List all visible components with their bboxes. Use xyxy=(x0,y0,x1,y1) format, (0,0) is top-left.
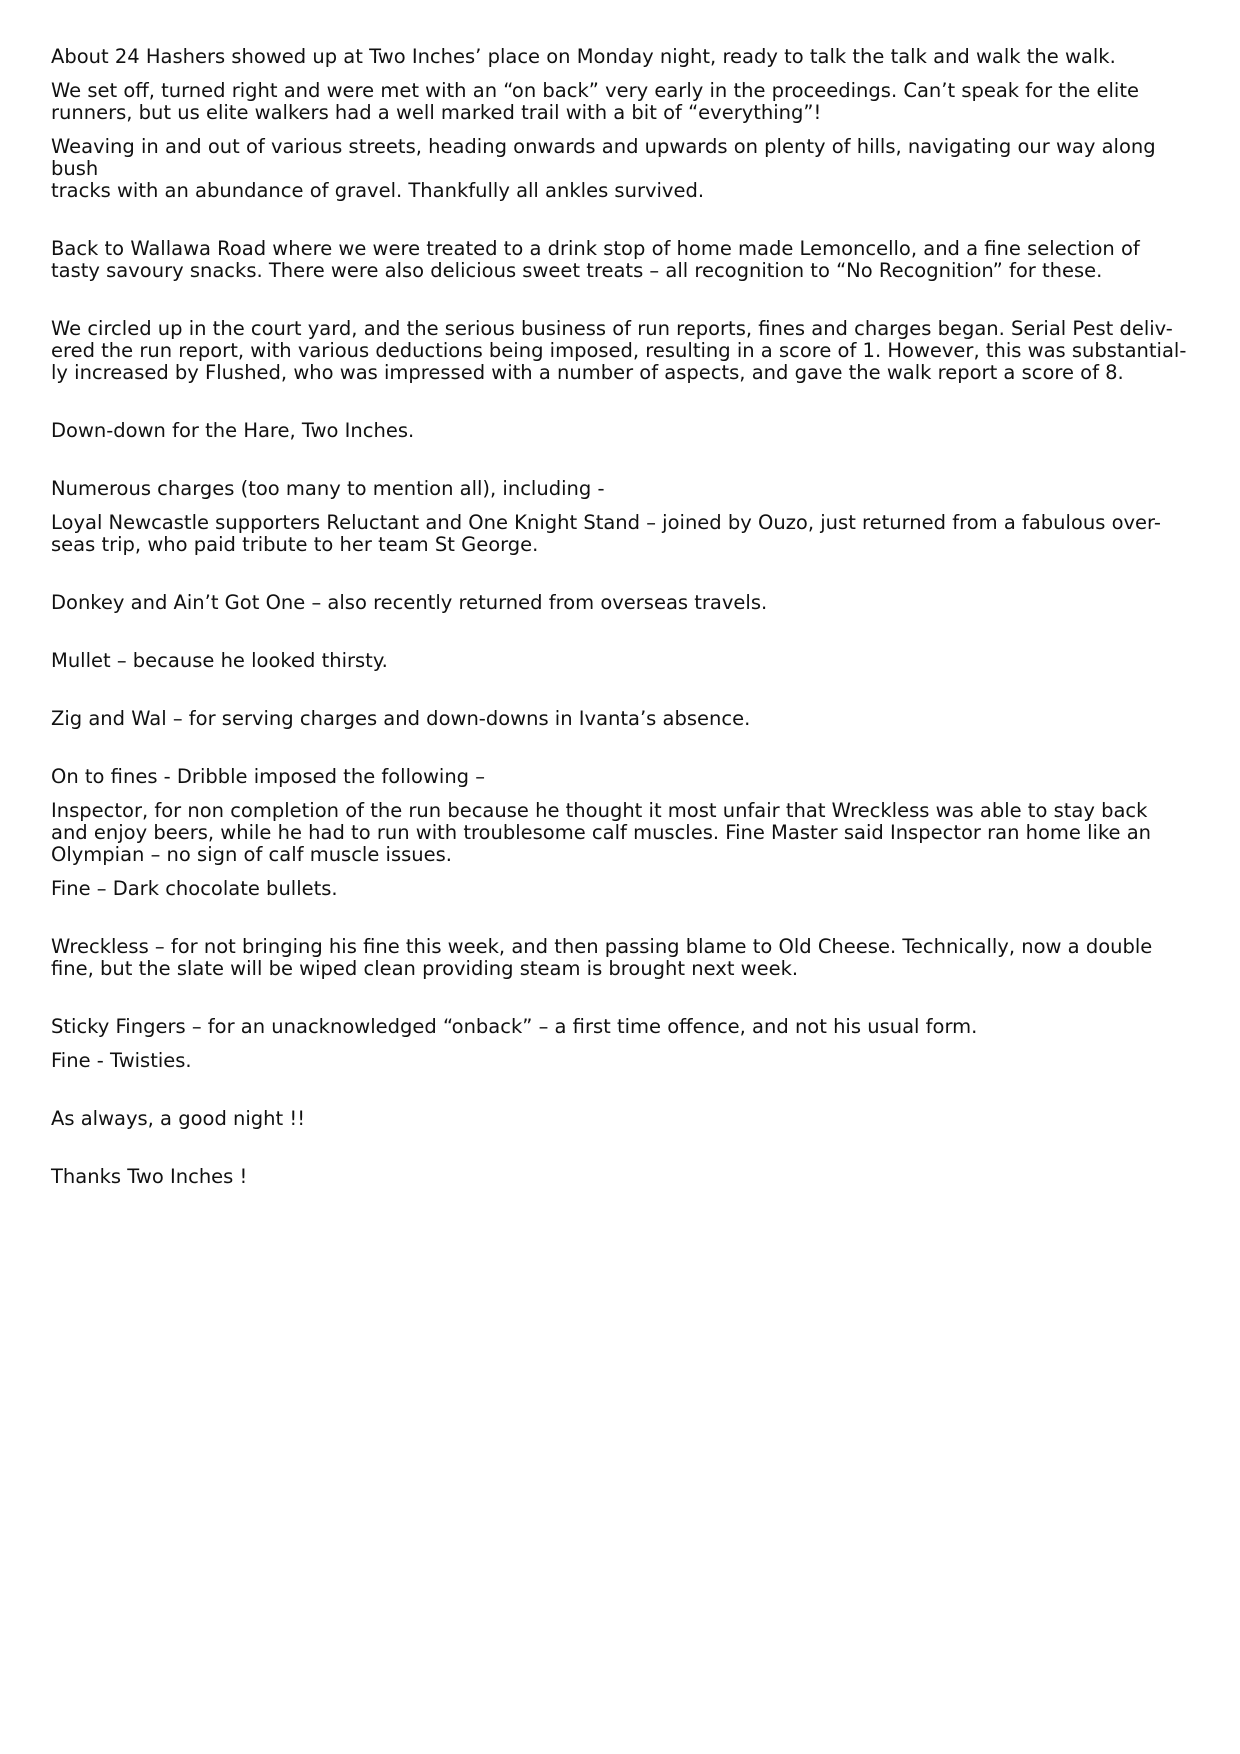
paragraph-drink-stop: Back to Wallawa Road where we were treated to a drink stop of home made Lemoncello, and a fine selection of tasty savoury snacks. There were also delicious sweet treats – all recognition to “No Recognition” for these. xyxy=(51,237,1140,282)
paragraph-charges-intro: Numerous charges (too many to mention all), including - xyxy=(51,477,605,500)
paragraph-charge-mullet: Mullet – because he looked thirsty. xyxy=(51,649,388,672)
paragraph-trail: Weaving in and out of various streets, heading onwards and upwards on plenty of hills, navigating our way along bush tracks with an abundance of gravel. Thankfully all ankles survived. xyxy=(51,135,1156,202)
paragraph-charge-donkey: Donkey and Ain’t Got One – also recently returned from overseas travels. xyxy=(51,591,768,614)
paragraph-down-down-hare: Down-down for the Hare, Two Inches. xyxy=(51,419,415,442)
paragraph-charge-newcastle: Loyal Newcastle supporters Reluctant and One Knight Stand – joined by Ouzo, just returned from a fabulous over- seas trip, who paid tribute to her team St George. xyxy=(51,511,1161,556)
paragraph-circle-up: We circled up in the court yard, and the serious business of run reports, fines and charges began. Serial Pest deliv- ered the run report, with various deductions being imposed, resulting in a score of 1. However, this was substantial- ly increased by Flushed, who was impressed with a number of aspects, and gave the walk report a score of 8. xyxy=(51,317,1187,384)
paragraph-attendance: About 24 Hashers showed up at Two Inches’ place on Monday night, ready to talk the talk and walk the walk. xyxy=(51,45,1116,68)
paragraph-fine-sticky-fingers-item: Fine - Twisties. xyxy=(51,1049,192,1072)
paragraph-set-off: We set off, turned right and were met with an “on back” very early in the proceedings. Can’t speak for the elite runners, but us elite walkers had a well marked trail with a bit of “everything”! xyxy=(51,79,1139,124)
paragraph-fine-inspector-item: Fine – Dark chocolate bullets. xyxy=(51,877,338,900)
paragraph-thanks: Thanks Two Inches ! xyxy=(51,1165,248,1188)
paragraph-charge-zig-wal: Zig and Wal – for serving charges and down-downs in Ivanta’s absence. xyxy=(51,707,751,730)
paragraph-fine-wreckless: Wreckless – for not bringing his fine this week, and then passing blame to Old Cheese. Technically, now a double fine, but the slate will be wiped clean providing steam is brought next week. xyxy=(51,935,1153,980)
paragraph-fines-intro: On to fines - Dribble imposed the following – xyxy=(51,765,485,788)
paragraph-good-night: As always, a good night !! xyxy=(51,1107,306,1130)
paragraph-fine-inspector: Inspector, for non completion of the run because he thought it most unfair that Wreckless was able to stay back and enjoy beers, while he had to run with troublesome calf muscles. Fine Master said Inspector ran home like an Olympian – no sign of calf muscle issues. xyxy=(51,799,1152,866)
run-report-document xyxy=(51,46,1201,1188)
paragraph-fine-sticky-fingers: Sticky Fingers – for an unacknowledged “onback” – a first time offence, and not his usual form. xyxy=(51,1015,978,1038)
